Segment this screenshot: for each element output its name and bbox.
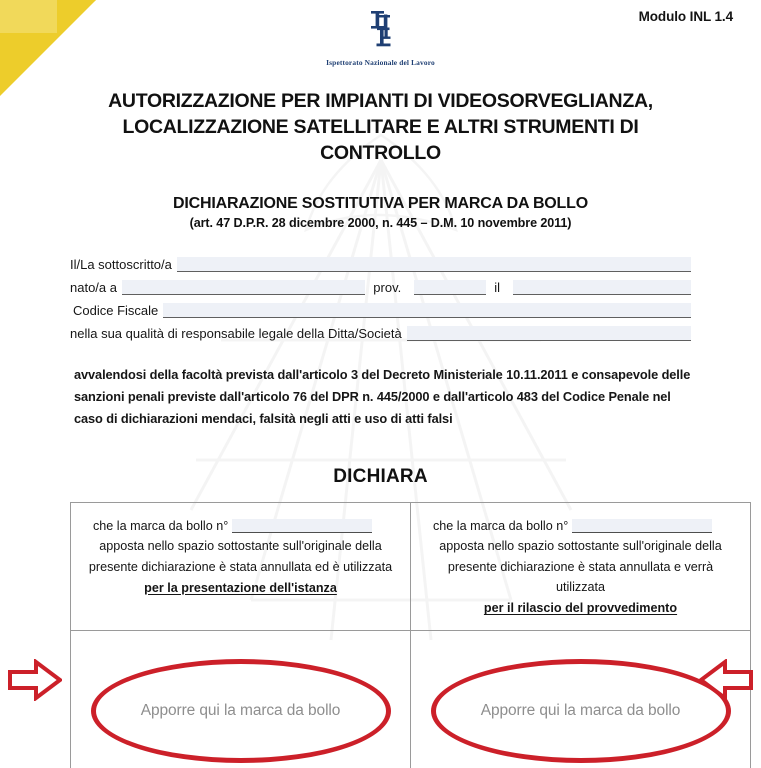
stamp-number-label-right: che la marca da bollo n° bbox=[433, 518, 569, 533]
declaration-purpose-left: per la presentazione dell'istanza bbox=[144, 580, 337, 595]
document-subtitle: DICHIARAZIONE SOSTITUTIVA PER MARCA DA BOLLO bbox=[173, 194, 588, 212]
declaration-body-right: apposta nello spazio sottostante sull'originale della presente dichiarazione è stata annullata e verrà utilizzata bbox=[439, 539, 722, 594]
stamp-number-input-right[interactable] bbox=[572, 519, 712, 533]
date-input[interactable] bbox=[513, 280, 691, 295]
document-subtitle-reference: (art. 47 D.P.R. 28 dicembre 2000, n. 445 – D.M. 10 novembre 2011) bbox=[189, 215, 572, 230]
province-input[interactable] bbox=[414, 280, 486, 295]
arrow-left-outline-icon bbox=[699, 659, 753, 701]
declaration-heading: DICHIARA bbox=[333, 465, 428, 487]
declaration-cell-presentation bbox=[71, 502, 411, 630]
stamp-box-presentation[interactable] bbox=[71, 630, 411, 768]
stamp-placeholder-left: Apporre qui la marca da bollo bbox=[140, 701, 341, 719]
stamp-number-input-left[interactable] bbox=[232, 519, 372, 533]
stamp-number-label-left: che la marca da bollo n° bbox=[93, 518, 229, 533]
company-input[interactable] bbox=[407, 326, 691, 341]
legal-paragraph: avvalendosi della facoltà prevista dall'articolo 3 del Decreto Ministeriale 10.11.2011 e consapevole delle sanzioni penali previste dall'articolo 76 del DPR n. 445/2000 e dall'articolo 483 del Codice Penale nel caso di dichiarazioni mendaci, falsità negli atti e uso di atti falsi bbox=[74, 366, 691, 426]
company-label: nella sua qualità di responsabile legale della Ditta/Società bbox=[70, 325, 402, 341]
form-code-label: Modulo INL 1.4 bbox=[638, 9, 733, 24]
stamp-placeholder-right: Apporre qui la marca da bollo bbox=[480, 701, 681, 719]
organization-name: Ispettorato Nazionale del Lavoro bbox=[326, 58, 435, 67]
province-label: prov. bbox=[373, 279, 402, 295]
table-row-declarations bbox=[71, 502, 751, 630]
fiscal-code-input[interactable] bbox=[163, 303, 691, 318]
stamp-drop-area-left[interactable] bbox=[71, 631, 410, 768]
field-row-company bbox=[70, 326, 691, 341]
declaration-purpose-right: per il rilascio del provvedimento bbox=[483, 601, 678, 616]
field-row-undersigned bbox=[70, 257, 691, 272]
born-in-input[interactable] bbox=[122, 280, 365, 295]
born-in-label: nato/a a bbox=[70, 279, 117, 295]
declaration-text-issuance bbox=[411, 503, 750, 630]
undersigned-label: Il/La sottoscritto/a bbox=[70, 256, 172, 272]
stamp-number-line-left bbox=[85, 516, 396, 536]
declaration-body-left: apposta nello spazio sottostante sull'originale della presente dichiarazione è stata annullata ed è utilizzata bbox=[88, 539, 393, 574]
field-row-fiscal-code bbox=[70, 303, 691, 318]
fiscal-code-label: Codice Fiscale bbox=[73, 302, 159, 318]
stamp-number-line-right bbox=[425, 516, 736, 536]
table-row-stamp-areas bbox=[71, 630, 751, 768]
declaration-cell-issuance bbox=[411, 502, 751, 630]
field-row-birthplace bbox=[70, 280, 691, 295]
page-title: AUTORIZZAZIONE PER IMPIANTI DI VIDEOSORVEGLIANZA, LOCALIZZAZIONE SATELLITARE E ALTRI STRUMENTI DI CONTROLLO bbox=[108, 90, 653, 164]
date-label: il bbox=[494, 279, 500, 295]
stamp-declaration-table bbox=[70, 502, 751, 768]
applicant-fields bbox=[30, 257, 731, 341]
arrow-right-outline-icon bbox=[8, 659, 62, 701]
declaration-text-presentation bbox=[71, 503, 410, 610]
undersigned-input[interactable] bbox=[177, 257, 691, 272]
